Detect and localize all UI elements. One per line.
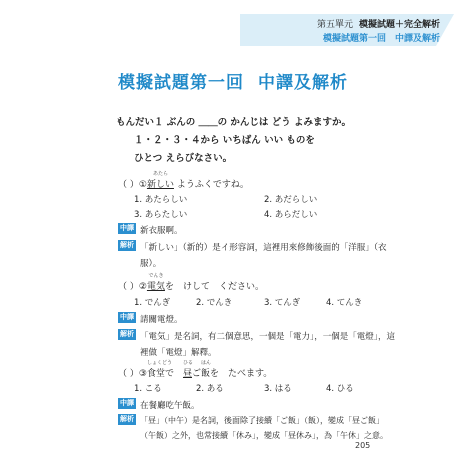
explanation-label: 解析 [120, 415, 134, 423]
q3-option-3: 3. はる [264, 384, 292, 394]
furigana: あたら [152, 171, 168, 177]
q3-option-1: 1. こる [134, 384, 162, 394]
question-rest: ようふくですね。 [173, 180, 249, 190]
question-number: （ ）② [118, 282, 147, 292]
question-target-word [182, 360, 193, 379]
q1-option-1: 1. あたらしい [134, 195, 188, 205]
kanji: 昼 [182, 369, 192, 379]
q3-option-2: 2. ある [196, 384, 224, 394]
q1-option-4: 4. あらだしい [264, 210, 318, 220]
header-section-title: 模擬試題＋完全解析 [358, 20, 440, 30]
translation-label: 中譯 [120, 399, 134, 407]
question-rest: を たべます。 [210, 369, 273, 379]
kanji: 飯 [201, 369, 211, 379]
explanation-label: 解析 [120, 241, 134, 249]
question-prefix: ご [192, 369, 202, 379]
header-section [250, 17, 440, 30]
furigana: はん [201, 360, 212, 366]
question-pre-word [146, 360, 172, 379]
header-subtitle: 模擬試題第一回 中譯及解析 [322, 34, 440, 44]
translation-label: 中譯 [120, 224, 134, 232]
question-1 [118, 171, 249, 190]
kanji: 電気 [146, 282, 165, 292]
question-3 [118, 360, 273, 379]
kanji: 新しい [146, 180, 174, 190]
furigana: でんき [148, 273, 164, 279]
q1-translation: 新衣服啊。 [140, 226, 183, 236]
q1-explanation-line-1: 「新しい」（新的）是イ形容詞，這裡用來修飾後面的「洋服」（衣 [140, 243, 387, 253]
instruction-line-3: ひとつ えらびなさい。 [134, 153, 233, 164]
q3-translation: 在餐廳吃午飯。 [140, 401, 200, 411]
question-number: （ ）① [118, 180, 147, 190]
question-2 [118, 273, 264, 292]
question-particle: で [164, 369, 174, 379]
question-number: （ ）③ [118, 369, 147, 379]
q2-option-3: 3. てんぎ [264, 298, 301, 308]
q2-option-4: 4. てんき [326, 298, 363, 308]
page-title-part1: 模擬試題第一回 [118, 73, 244, 93]
q3-explanation-line-2: （午飯）之外，也常接續「休み」，變成「昼休み」，為「午休」之意。 [140, 431, 388, 440]
q1-explanation-line-2: 服）。 [140, 259, 162, 269]
explanation-label: 解析 [120, 330, 134, 338]
furigana: しょくどう [146, 360, 172, 366]
q1-option-3: 3. あらたしい [134, 210, 188, 220]
furigana: ひる [182, 360, 193, 366]
page-title-part2: 中譯及解析 [258, 73, 348, 93]
q2-option-2: 2. でんき [196, 298, 233, 308]
q1-option-2: 2. あだらしい [264, 195, 318, 205]
instruction-line-2: １・２・３・４から いちばん いい ものを [134, 135, 315, 146]
page-number: 205 [355, 441, 371, 450]
q2-explanation-line-1: 「電気」是名詞，有二個意思，一個是「電力」，一個是「電燈」，這 [140, 332, 396, 342]
q3-explanation-line-1: 「昼」（中午）是名詞，後面除了接續「ご飯」（飯），變成「昼ご飯」 [140, 416, 384, 425]
translation-label: 中譯 [120, 313, 134, 321]
question-rest: を けして ください。 [164, 282, 264, 292]
q3-option-4: 4. ひる [326, 384, 354, 394]
q2-option-1: 1. でんぎ [134, 298, 171, 308]
kanji: 食堂 [146, 369, 165, 379]
question-target-word [146, 171, 174, 190]
q2-translation: 請關電燈。 [140, 315, 183, 325]
question-post-word [201, 360, 212, 379]
q2-explanation-line-2: 裡做「電燈」解釋。 [140, 348, 217, 358]
instruction-line-1: もんだい１ ぶんの ＿＿の かんじは どう よみますか。 [116, 117, 352, 128]
question-target-word [146, 273, 165, 292]
header-unit: 第五單元 [316, 20, 353, 30]
page-title [118, 68, 378, 93]
